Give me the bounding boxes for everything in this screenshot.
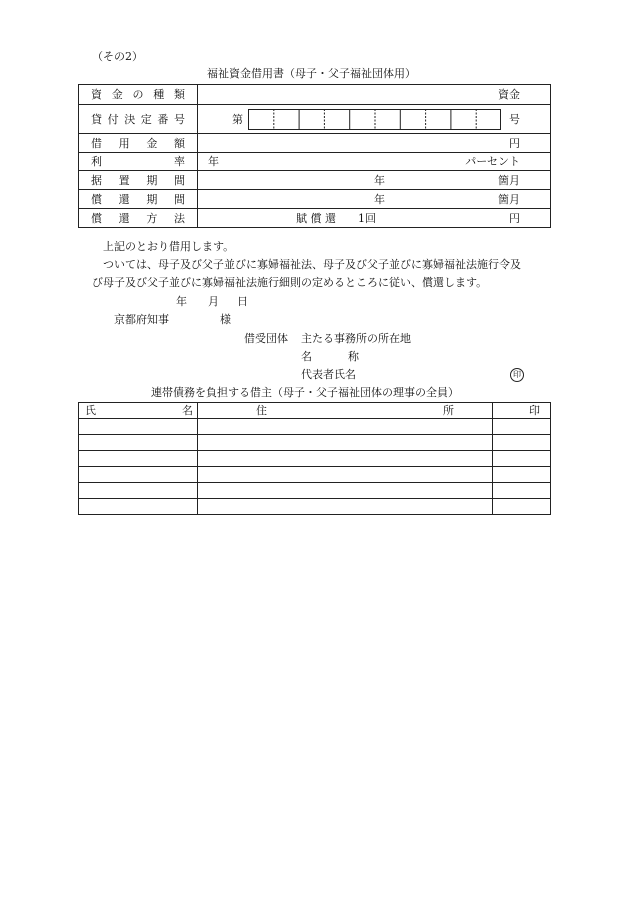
addressee: 京都府知事 [114, 313, 169, 326]
name-cell[interactable] [79, 483, 198, 499]
seal-cell[interactable] [493, 467, 551, 483]
joint-debtors-table [78, 402, 551, 515]
repayment-period-label: 償 還 期 間 [91, 192, 185, 206]
repayment-period-year: 年 [374, 192, 385, 206]
document-title: 福祉資金借用書（母子・父子福祉団体用） [207, 67, 416, 80]
address-cell[interactable] [198, 483, 493, 499]
deferment-row [79, 171, 551, 190]
loan-form-table [78, 84, 551, 228]
seal-cell[interactable] [493, 419, 551, 435]
interest-row [79, 153, 551, 171]
fund-type-row [79, 85, 551, 105]
name-cell[interactable] [79, 451, 198, 467]
date-year: 年 [176, 295, 187, 308]
interest-prefix: 年 [208, 155, 219, 168]
table-row [79, 467, 551, 483]
representative-label: 代表者氏名 [301, 368, 356, 381]
part-label: （その2） [92, 50, 143, 63]
name-cell[interactable] [79, 467, 198, 483]
repayment-method-label: 償 還 方 法 [91, 211, 185, 225]
col-seal-header: 印 [529, 404, 540, 417]
joint-header-row [79, 403, 551, 419]
name-cell[interactable] [79, 499, 198, 515]
deferment-label: 据 置 期 間 [91, 173, 185, 187]
office-address-label: 主たる事務所の所在地 [301, 332, 411, 345]
deferment-year: 年 [374, 173, 385, 187]
interest-suffix: パーセント [465, 155, 520, 168]
col-name-header: 氏 名 [85, 404, 193, 417]
name-cell[interactable] [79, 435, 198, 451]
repayment-method-count: 1回 [358, 211, 376, 225]
address-cell[interactable] [198, 419, 493, 435]
seal-cell[interactable] [493, 451, 551, 467]
address-cell[interactable] [198, 435, 493, 451]
deferment-month: 箇月 [498, 173, 520, 187]
group-name-label-1: 名 [301, 350, 312, 363]
address-cell[interactable] [198, 451, 493, 467]
borrower-label: 借受団体 [244, 332, 288, 345]
address-cell[interactable] [198, 499, 493, 515]
table-row [79, 483, 551, 499]
repayment-method-row [79, 209, 551, 228]
repayment-period-row [79, 190, 551, 209]
seal-cell[interactable] [493, 483, 551, 499]
seal-cell[interactable] [493, 435, 551, 451]
loan-amount-row [79, 134, 551, 153]
table-row [79, 451, 551, 467]
statement-line-1: 上記のとおり借用します。 [103, 240, 235, 253]
address-cell[interactable] [198, 467, 493, 483]
loan-amount-label: 借 用 金 額 [91, 136, 185, 150]
repayment-method-text: 賦 償 還 [296, 211, 336, 225]
date-day: 日 [237, 295, 248, 308]
decision-number-suffix: 号 [509, 112, 520, 126]
loan-amount-suffix: 円 [509, 136, 520, 150]
date-month: 月 [208, 295, 219, 308]
name-cell[interactable] [79, 419, 198, 435]
seal-icon: 印 [510, 368, 524, 382]
statement-line-3: び母子及び父子並びに寡婦福祉法施行細則の定めるところに従い、償還します。 [92, 276, 488, 289]
fund-type-label: 資 金 の 種 類 [91, 88, 185, 101]
fund-type-suffix: 資金 [498, 88, 520, 101]
decision-number-prefix: 第 [232, 112, 243, 126]
interest-label: 利 率 [91, 155, 185, 168]
table-row [79, 499, 551, 515]
group-name-label-2: 称 [348, 350, 359, 363]
table-row [79, 435, 551, 451]
decision-number-label: 貸 付 決 定 番 号 [91, 112, 185, 126]
seal-cell[interactable] [493, 499, 551, 515]
statement-line-2: ついては、母子及び父子並びに寡婦福祉法、母子及び父子並びに寡婦福祉法施行令及 [103, 258, 521, 271]
decision-number-row [79, 105, 551, 134]
repayment-period-month: 箇月 [498, 192, 520, 206]
honorific: 様 [220, 313, 231, 326]
table-row [79, 419, 551, 435]
col-address-header: 住 所 [256, 404, 454, 417]
joint-debtors-title: 連帯債務を負担する借主（母子・父子福祉団体の理事の全員） [151, 386, 459, 399]
repayment-method-suffix: 円 [509, 211, 520, 225]
number-boxes [248, 109, 501, 130]
